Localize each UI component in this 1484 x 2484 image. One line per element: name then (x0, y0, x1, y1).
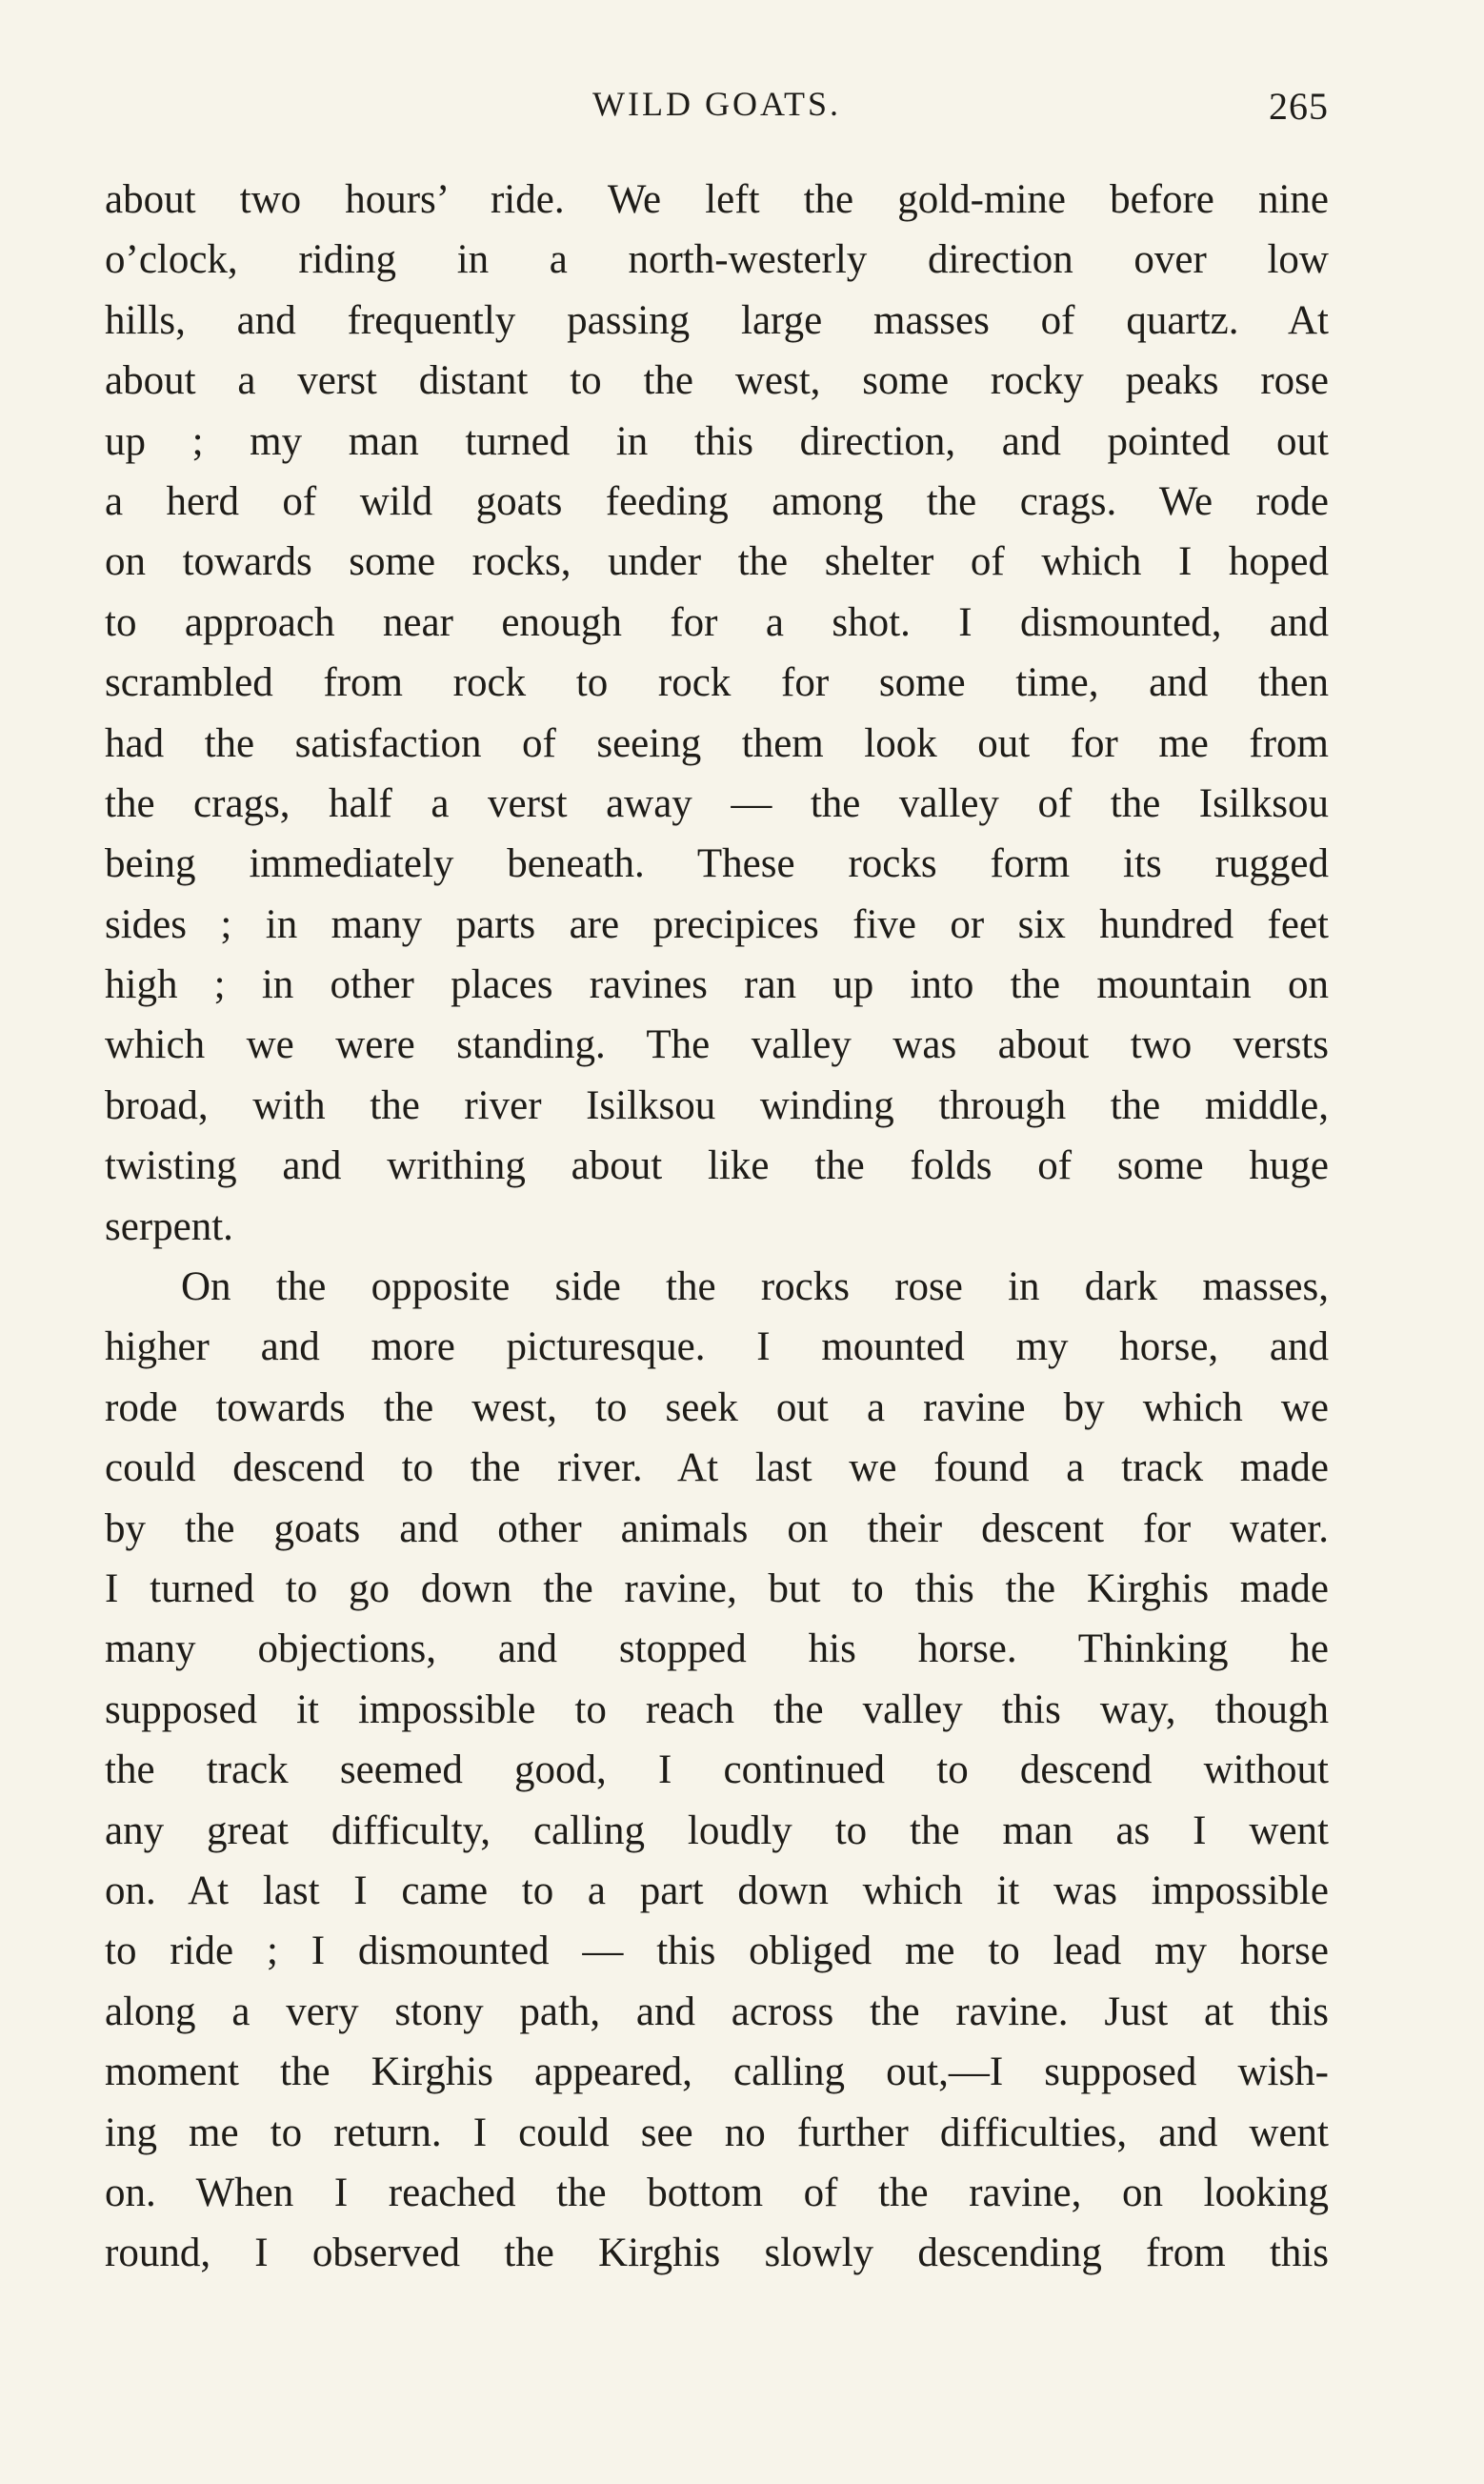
text-line: any great difficulty, calling loudly to the man as I went (105, 1807, 1329, 1853)
text-line: round, I observed the Kirghis slowly descending from this (105, 2231, 1329, 2276)
text-line: on. When I reached the bottom of the ravine, on looking (105, 2170, 1329, 2215)
text-line: scrambled from rock to rock for some time, and then (105, 660, 1329, 706)
text-line: I turned to go down the ravine, but to this the Kirghis made (105, 1565, 1329, 1611)
text-line: rode towards the west, to seek out a ravine by which we (105, 1384, 1329, 1430)
text-line: on. At last I came to a part down which it was impossible (105, 1868, 1329, 1913)
text-line: broad, with the river Isilksou winding through the middle, (105, 1082, 1329, 1128)
paragraph-end-line: serpent. (105, 1203, 233, 1249)
text-line: higher and more picturesque. I mounted my horse, and (105, 1324, 1329, 1370)
text-line: ing me to return. I could see no further difficulties, and went (105, 2110, 1329, 2155)
text-line: moment the Kirghis appeared, calling out,—I supposed wish- (105, 2050, 1329, 2095)
text-line: being immediately beneath. These rocks form its rugged (105, 841, 1329, 887)
text-line: the track seemed good, I continued to descend without (105, 1747, 1329, 1793)
text-line: many objections, and stopped his horse. Thinking he (105, 1626, 1329, 1672)
text-line: sides ; in many parts are precipices five or six hundred feet (105, 901, 1329, 947)
text-line: along a very stony path, and across the ravine. Just at this (105, 1989, 1329, 2034)
text-line: hills, and frequently passing large masses of quartz. At (105, 297, 1329, 343)
body-text (105, 170, 1329, 2284)
text-line: o’clock, riding in a north-westerly direction over low (105, 237, 1329, 283)
text-line: supposed it impossible to reach the valley this way, though (105, 1686, 1329, 1732)
text-line: a herd of wild goats feeding among the crags. We rode (105, 478, 1329, 524)
paragraph-first-line: On the opposite side the rocks rose in dark masses, (181, 1264, 1329, 1310)
text-line: about a verst distant to the west, some rocky peaks rose (105, 358, 1329, 404)
text-line: about two hours’ ride. We left the gold-mine before nine (105, 177, 1329, 222)
text-line: the crags, half a verst away — the valley of the Isilksou (105, 780, 1329, 826)
text-line: which we were standing. The valley was about two versts (105, 1022, 1329, 1068)
text-line: twisting and writhing about like the folds of some huge (105, 1143, 1329, 1189)
text-line: by the goats and other animals on their descent for water. (105, 1505, 1329, 1551)
text-line: up ; my man turned in this direction, and pointed out (105, 418, 1329, 464)
text-line: could descend to the river. At last we found a track made (105, 1445, 1329, 1491)
running-head (105, 84, 1329, 131)
text-line: high ; in other places ravines ran up into the mountain on (105, 962, 1329, 1008)
text-line: to approach near enough for a shot. I dismounted, and (105, 599, 1329, 645)
running-title: WILD GOATS. (592, 85, 841, 123)
text-line: had the satisfaction of seeing them look out for me from (105, 720, 1329, 766)
text-line: to ride ; I dismounted — this obliged me to lead my horse (105, 1929, 1329, 1974)
text-line: on towards some rocks, under the shelter of which I hoped (105, 539, 1329, 585)
page-number: 265 (1269, 85, 1329, 128)
